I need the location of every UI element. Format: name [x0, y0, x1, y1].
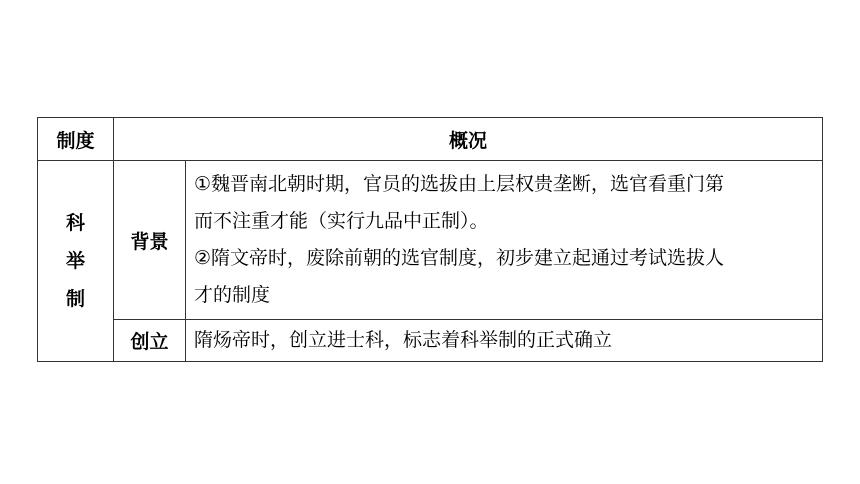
system-name-cell [38, 161, 114, 362]
system-name-char: 制 [65, 288, 85, 310]
detail-founding [186, 320, 823, 362]
detail-line: 隋炀帝时，创立进士科，标志着科举制的正式确立 [194, 329, 613, 351]
detail-line: 才的制度 [194, 284, 271, 306]
history-table [37, 117, 823, 362]
detail-line: ②隋文帝时，废除前朝的选官制度，初步建立起通过考试选拔人 [194, 247, 725, 269]
aspect-background: 背景 [114, 161, 186, 320]
detail-line: ①魏晋南北朝时期，官员的选拔由上层权贵垄断，选官看重门第 [194, 173, 725, 195]
table-header-row [38, 118, 823, 161]
header-overview: 概况 [114, 118, 823, 161]
table-row-background [38, 161, 823, 320]
detail-background [186, 161, 823, 320]
header-system: 制度 [38, 118, 114, 161]
detail-line: 而不注重才能（实行九品中正制）。 [194, 210, 489, 232]
aspect-founding: 创立 [114, 320, 186, 362]
table-row-founding [38, 320, 823, 362]
system-name-char: 科 [65, 212, 85, 234]
system-name-char: 举 [65, 250, 85, 272]
